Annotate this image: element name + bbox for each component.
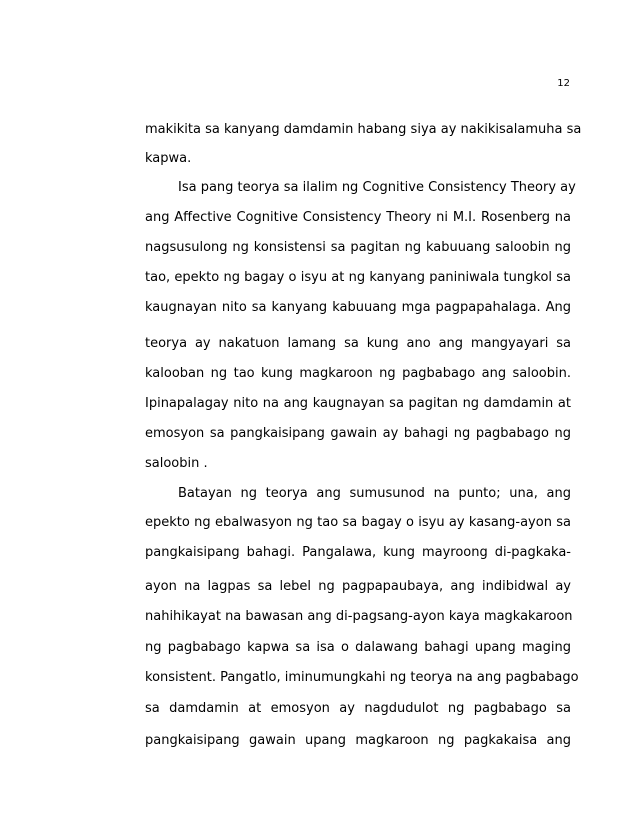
text-line: Batayan ng teorya ang sumusunod na punto; una, ang — [178, 486, 571, 501]
text-line: pangkaisipang gawain upang magkaroon ng pagkakaisa ang — [145, 733, 571, 748]
text-line: ayon na lagpas sa lebel ng pagpapaubaya, ang indibidwal ay — [145, 579, 571, 594]
text-line: kalooban ng tao kung magkaroon ng pagbabago ang saloobin. — [145, 366, 571, 381]
text-line: nagsusulong ng konsistensi sa pagitan ng kabuuang saloobin ng — [145, 240, 571, 255]
text-line: pangkaisipang bahagi. Pangalawa, kung mayroong di-pagkaka- — [145, 545, 571, 560]
text-line: konsistent. Pangatlo, iminumungkahi ng teorya na ang pagbabago — [145, 670, 579, 685]
text-line: ng pagbabago kapwa sa isa o dalawang bahagi upang maging — [145, 640, 571, 655]
text-line: tao, epekto ng bagay o isyu at ng kanyang paniniwala tungkol sa — [145, 270, 571, 285]
text-line: nahihikayat na bawasan ang di-pagsang-ayon kaya magkakaroon — [145, 609, 573, 624]
text-line: sa damdamin at emosyon ay nagdudulot ng pagbabago sa — [145, 701, 571, 716]
text-line: saloobin . — [145, 456, 208, 471]
text-line: kapwa. — [145, 151, 192, 166]
text-line: teorya ay nakatuon lamang sa kung ano ang mangyayari sa — [145, 336, 571, 351]
text-line: emosyon sa pangkaisipang gawain ay bahagi ng pagbabago ng — [145, 426, 571, 441]
text-line: epekto ng ebalwasyon ng tao sa bagay o isyu ay kasang-ayon sa — [145, 515, 571, 530]
text-line: makikita sa kanyang damdamin habang siya ay nakikisalamuha sa — [145, 122, 582, 137]
text-line: ang Affective Cognitive Consistency Theory ni M.I. Rosenberg na — [145, 210, 571, 225]
text-line: Isa pang teorya sa ilalim ng Cognitive Consistency Theory ay — [178, 180, 576, 195]
page-number: 12 — [557, 78, 570, 89]
text-line: Ipinapalagay nito na ang kaugnayan sa pagitan ng damdamin at — [145, 396, 571, 411]
text-line: kaugnayan nito sa kanyang kabuuang mga pagpapahalaga. Ang — [145, 300, 571, 315]
